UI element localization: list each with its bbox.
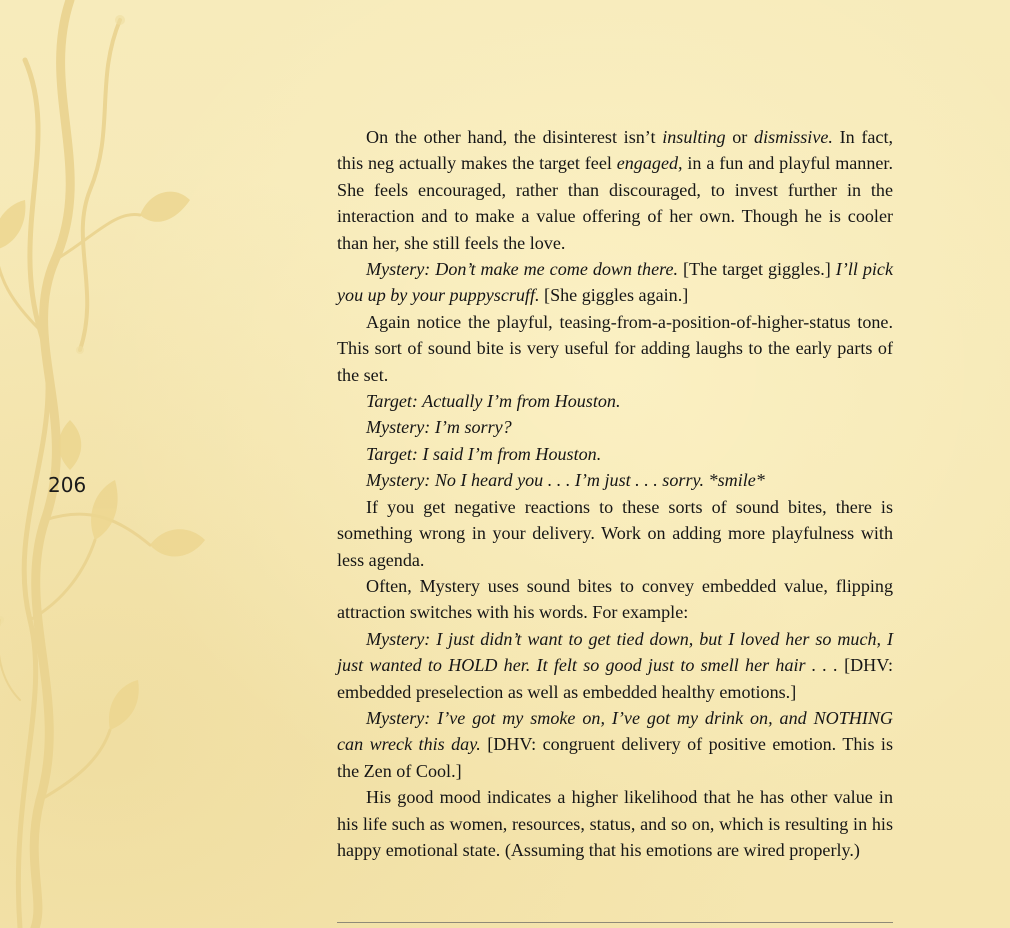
italic-text: Mystery: I’ve got my smoke on, I’ve got my drink on, and NOTHING can wreck this day.: [337, 707, 893, 755]
text-run: [DHV: congruent delivery of positive emotion. This is the Zen of Cool.]: [337, 734, 893, 781]
italic-text: Target: I said I’m from Houston.: [366, 443, 602, 464]
italic-text: I’ll pick you up by your puppyscruff.: [337, 259, 893, 306]
paragraph: [337, 626, 893, 705]
text-run: or: [725, 127, 755, 147]
paragraph: [337, 573, 893, 626]
italic-text: Mystery: Don’t make me come down there.: [366, 259, 679, 280]
text-run: in a fun and playful manner. She feels encouraged, rather than discouraged, to invest further in the interaction and to make a value offering of her own. Though he is cooler than her, she still feels the love.: [337, 153, 893, 253]
text-run: In fact, this neg actually makes the target feel: [337, 127, 894, 174]
paragraph: [337, 256, 893, 309]
paragraph: [337, 494, 893, 573]
decorative-vine-illustration: [0, 0, 260, 928]
italic-text: Mystery: I’m sorry?: [366, 417, 512, 438]
text-run: [The target giggles.]: [678, 259, 836, 280]
italic-text: Target: Actually I’m from Houston.: [366, 391, 621, 412]
body-text: [337, 124, 893, 863]
paragraph: [337, 124, 893, 256]
italic-text: engaged,: [616, 153, 683, 174]
paragraph: [337, 784, 893, 863]
italic-text: dismissive.: [754, 127, 833, 147]
paragraph: [337, 414, 893, 440]
text-run: His good mood indicates a higher likelihood that he has other value in his life such as women, resources, status, and so on, which is resulting in his happy emotional state. (Assuming that his emotions are wired properly.): [337, 787, 893, 860]
bottom-rule: [337, 922, 893, 923]
paragraph: [337, 705, 893, 784]
paragraph: [337, 309, 893, 388]
text-run: On the other hand, the disinterest isn’t: [366, 127, 663, 147]
text-run: [She giggles again.]: [539, 285, 689, 306]
text-run: [DHV: embedded preselection as well as embedded healthy emotions.]: [337, 655, 893, 702]
italic-text: insulting: [662, 127, 726, 147]
italic-text: Mystery: I just didn’t want to get tied down, but I loved her so much, I just wanted to HOLD her. It felt so good just to smell her hair . . .: [337, 628, 893, 676]
text-run: Often, Mystery uses sound bites to convey embedded value, flipping attraction switches with his words. For example:: [337, 575, 893, 623]
paragraph: [337, 388, 893, 414]
text-run: Again notice the playful, teasing-from-a-position-of-higher-status tone. This sort of sound bite is very useful for adding laughs to the early parts of the set.: [337, 311, 893, 385]
italic-text: Mystery: No I heard you . . . I’m just . . . sorry. *smile*: [366, 470, 765, 491]
paragraph: [337, 441, 893, 467]
text-run: If you get negative reactions to these sorts of sound bites, there is something wrong in your delivery. Work on adding more playfulness with less agenda.: [337, 496, 893, 570]
paragraph: [337, 467, 893, 493]
page-number: 206: [48, 473, 87, 497]
